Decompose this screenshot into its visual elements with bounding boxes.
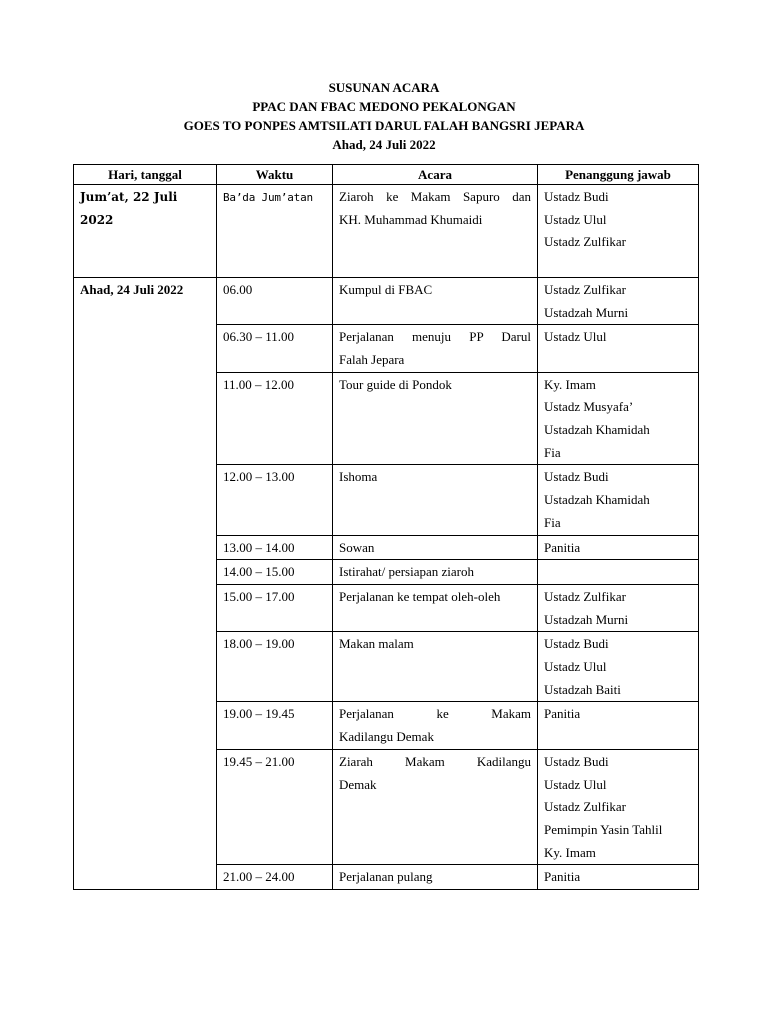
cell-pic: [538, 865, 699, 890]
cell-event: [333, 277, 538, 324]
schedule-table-header: [74, 165, 699, 185]
pic-line: Fia: [544, 444, 561, 460]
pic-line: Ustadz Musyafa’: [544, 399, 634, 415]
cell-event: [333, 632, 538, 702]
document-title: SUSUNAN ACARA: [328, 80, 440, 95]
schedule-table-body: [74, 185, 699, 890]
pic-line: Ustadz Ulul: [544, 329, 607, 345]
column-header-time: Waktu: [217, 165, 333, 185]
event-line: Ziarah Makam Kadilangu: [339, 753, 531, 769]
time-label: 06.00: [223, 281, 253, 297]
cell-pic: [538, 325, 699, 372]
table-row: [74, 185, 699, 278]
cell-pic: [538, 749, 699, 865]
pic-line: Ustadz Zulfikar: [544, 281, 626, 297]
column-header-pic: Penanggung jawab: [538, 165, 699, 185]
time-label: 19.45 – 21.00: [223, 753, 295, 769]
cell-pic: [538, 535, 699, 560]
time-label: 14.00 – 15.00: [223, 564, 295, 580]
cell-pic: [538, 632, 699, 702]
document-subtitle-destination: GOES TO PONPES AMTSILATI DARUL FALAH BANGSRI JEPARA: [183, 118, 585, 133]
schedule-table: [73, 164, 699, 890]
event-line: Perjalanan ke tempat oleh-oleh: [339, 588, 501, 604]
cell-time: [217, 865, 333, 890]
cell-event: [333, 185, 538, 278]
event-line: Kumpul di FBAC: [339, 281, 433, 297]
cell-event: [333, 465, 538, 535]
cell-pic: [538, 465, 699, 535]
pic-line: Fia: [544, 514, 561, 530]
pic-line: Ustadzah Murni: [544, 611, 629, 627]
document-date: Ahad, 24 Juli 2022: [332, 137, 436, 152]
cell-event: [333, 584, 538, 631]
document-subtitle-organizer: PPAC DAN FBAC MEDONO PEKALONGAN: [252, 99, 516, 114]
time-label: 19.00 – 19.45: [223, 706, 295, 722]
spacer: [339, 254, 531, 277]
event-line: Falah Jepara: [339, 351, 405, 367]
event-line: Tour guide di Pondok: [339, 376, 452, 392]
pic-line: Ky. Imam: [544, 844, 596, 860]
cell-event: [333, 372, 538, 465]
pic-line: Panitia: [544, 539, 581, 555]
pic-line: Ustadz Zulfikar: [544, 234, 626, 250]
day-label: Jum’at, 22 Juli 2022: [80, 190, 178, 227]
cell-event: [333, 702, 538, 749]
pic-line: Ustadz Zulfikar: [544, 799, 626, 815]
cell-time: [217, 535, 333, 560]
header-row: [74, 165, 699, 185]
pic-line: Ustadz Budi: [544, 189, 609, 204]
cell-event: [333, 535, 538, 560]
pic-line: Ustadzah Baiti: [544, 681, 621, 697]
cell-pic: [538, 372, 699, 465]
event-line: Kadilangu Demak: [339, 729, 434, 745]
table-row: [74, 277, 699, 324]
event-line: KH. Muhammad Khumaidi: [339, 211, 483, 227]
time-label: Ba’da Jum’atan: [223, 191, 313, 204]
cell-pic: [538, 702, 699, 749]
pic-line: Ustadz Ulul: [544, 659, 607, 675]
column-header-day: Hari, tanggal: [74, 165, 217, 185]
pic-line: Panitia: [544, 869, 581, 885]
event-line: Perjalanan pulang: [339, 869, 433, 885]
time-label: 18.00 – 19.00: [223, 636, 295, 652]
pic-line: Ustadz Ulul: [544, 776, 607, 792]
cell-time: [217, 632, 333, 702]
time-label: 06.30 – 11.00: [223, 329, 295, 345]
cell-time: [217, 465, 333, 535]
event-line: Perjalanan menuju PP Darul: [339, 329, 531, 345]
pic-line: Pemimpin Yasin Tahlil: [544, 821, 663, 837]
cell-time: [217, 372, 333, 465]
pic-line: Ustadzah Khamidah: [544, 422, 650, 438]
cell-day: [74, 185, 217, 278]
cell-event: [333, 560, 538, 585]
cell-time: [217, 702, 333, 749]
cell-pic: [538, 277, 699, 324]
cell-day: [74, 277, 217, 889]
cell-time: [217, 185, 333, 278]
day-label: Ahad, 24 Juli 2022: [80, 281, 184, 297]
event-line: Istirahat/ persiapan ziaroh: [339, 564, 474, 580]
time-label: 15.00 – 17.00: [223, 588, 295, 604]
pic-line: Ustadz Ulul: [544, 211, 607, 227]
pic-line: Ustadz Zulfikar: [544, 588, 626, 604]
event-line: Sowan: [339, 539, 375, 555]
event-line: Ziaroh ke Makam Sapuro dan: [339, 189, 531, 204]
pic-line: Ustadz Budi: [544, 469, 609, 485]
event-line: Demak: [339, 776, 377, 792]
pic-line: Ustadzah Murni: [544, 304, 629, 320]
time-label: 13.00 – 14.00: [223, 539, 295, 555]
cell-event: [333, 749, 538, 865]
event-line: Makan malam: [339, 636, 414, 652]
pic-line: Ustadz Budi: [544, 753, 609, 769]
pic-line: Ky. Imam: [544, 376, 596, 392]
time-label: 11.00 – 12.00: [223, 376, 295, 392]
event-line: Perjalanan ke Makam: [339, 706, 531, 722]
column-header-event: Acara: [333, 165, 538, 185]
document-header: [0, 78, 768, 154]
time-label: 12.00 – 13.00: [223, 469, 295, 485]
cell-pic: [538, 584, 699, 631]
cell-time: [217, 277, 333, 324]
cell-time: [217, 560, 333, 585]
cell-event: [333, 325, 538, 372]
cell-time: [217, 325, 333, 372]
cell-pic: [538, 560, 699, 585]
event-line: Ishoma: [339, 469, 378, 485]
cell-time: [217, 749, 333, 865]
pic-line: Panitia: [544, 706, 581, 722]
pic-line: Ustadz Budi: [544, 636, 609, 652]
cell-pic: [538, 185, 699, 278]
pic-line: Ustadzah Khamidah: [544, 492, 650, 508]
spacer: [339, 231, 531, 254]
cell-time: [217, 584, 333, 631]
time-label: 21.00 – 24.00: [223, 869, 295, 885]
cell-event: [333, 865, 538, 890]
